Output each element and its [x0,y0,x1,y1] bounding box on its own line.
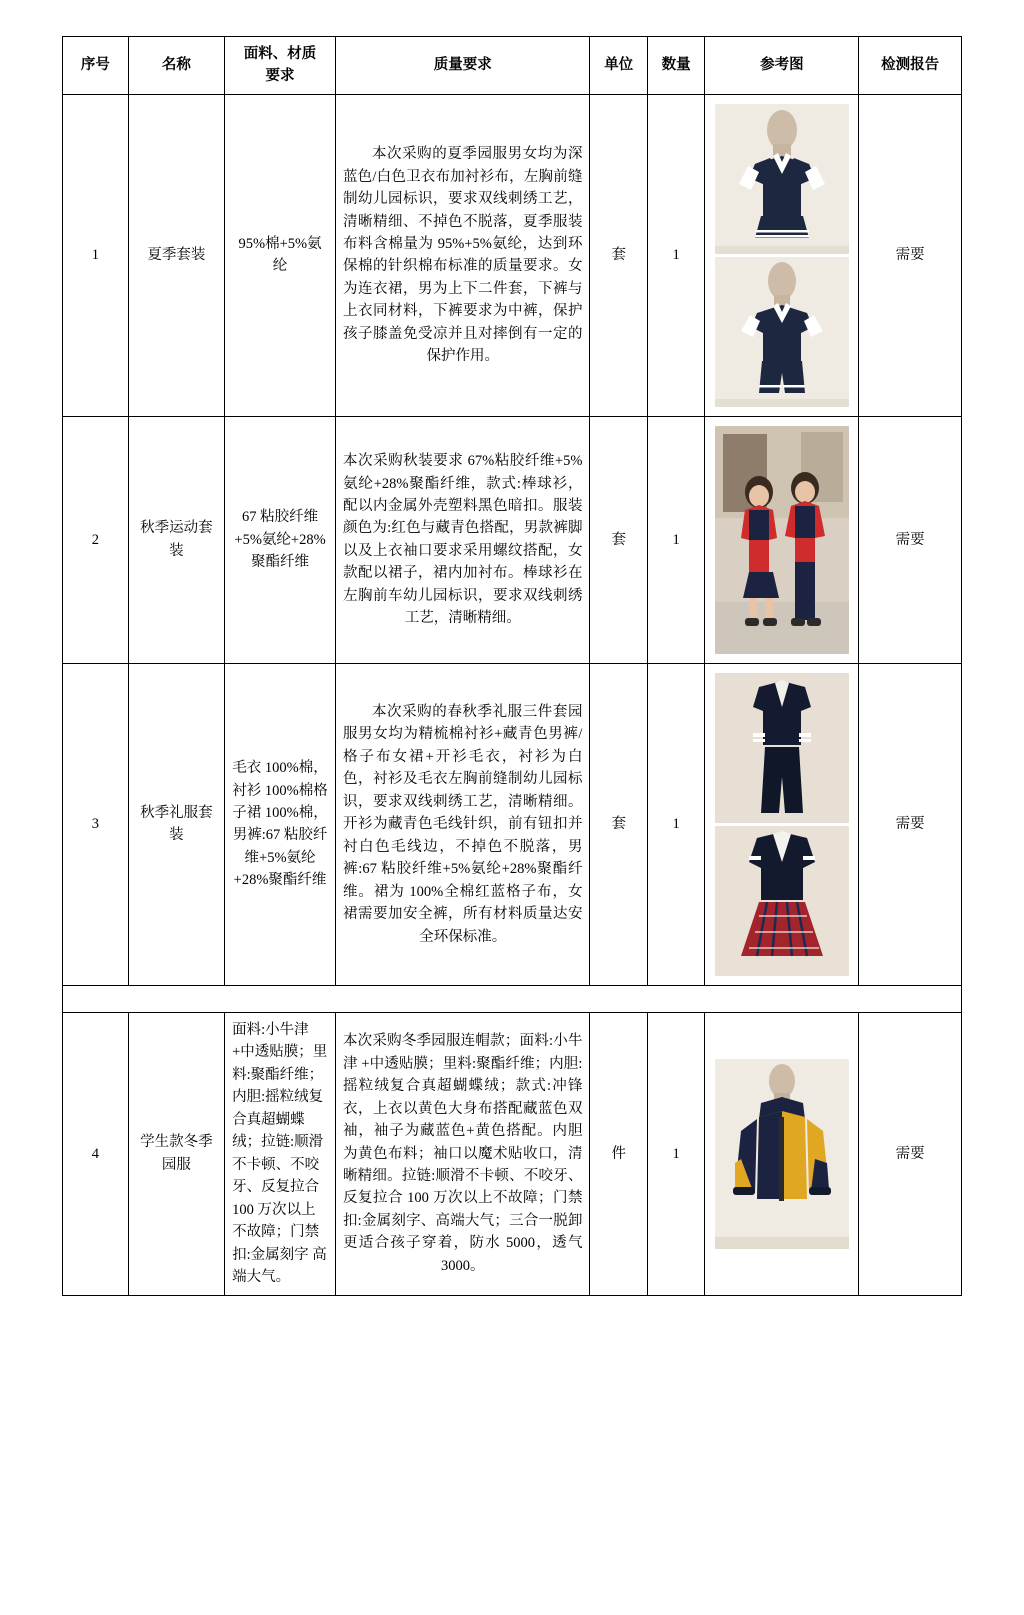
row-qty: 1 [647,94,704,416]
col-header-material-line1: 面料、材质 [243,46,317,62]
winter-jacket-photo [715,1059,849,1249]
col-header-quality: 质量要求 [335,37,590,95]
row-name: 夏季套装 [128,94,224,416]
row-unit: 套 [590,416,647,663]
row-quality: 本次采购的春秋季礼服三件套园服男女均为精梳棉衬衫+藏青色男裤/格子布女裙+开衫毛衣，衬衫为白色，衬衫及毛衣左胸前缝制幼儿园标识，要求双线刺绣工艺，清晰精细。开衫为藏青色毛线针织，前有钮扣并衬白色毛线边，不掉色不脱落，男裤:67 粘胶纤维+5%氨纶+28%聚酯纤维。裙为 100%全棉红蓝格子布，女裙需要加安全裤，所有材料质量达安全环保标准。 [335,663,590,985]
row-quality: 本次采购冬季园服连帽款；面料:小牛津 +中透贴膜；里料:聚酯纤维；内胆:摇粒绒复合真超蝴蝶绒；款式:冲锋衣，上衣以黄色大身布搭配藏蓝色双袖，袖子为藏蓝色+黄色搭配。内胆为黄色布料；袖口以魔术贴收口，清晰精细。拉链:顺滑不卡顿、不咬牙、反复拉合 100 万次以上不故障；门禁扣:金属刻字、高端大气；三合一脱卸更适合孩子穿着，防水 5000，透气 3000。 [335,1012,590,1295]
autumn-sports-kids-photo [715,426,849,654]
row-name: 秋季运动套装 [128,416,224,663]
autumn-formal-skirt-photo [715,826,849,976]
table-header [63,37,962,95]
col-header-report: 检测报告 [859,37,962,95]
table-row [63,416,962,663]
col-header-no: 序号 [63,37,129,95]
row-no: 1 [63,94,129,416]
row-no: 3 [63,663,129,985]
row-quality: 本次采购秋装要求 67%粘胶纤维+5%氨纶+28%聚酯纤维，款式:棒球衫，配以内金属外壳塑料黑色暗扣。服装颜色为:红色与藏青色搭配，男款裤脚以及上衣袖口要求采用螺纹搭配，女款配以裙子，裙内加衬布。棒球衫在左胸前车幼儿园标识，要求双线刺绣工艺，清晰精细。 [335,416,590,663]
col-header-material-line2: 要求 [265,68,295,85]
row-qty: 1 [647,663,704,985]
row-report: 需要 [859,663,962,985]
row-report: 需要 [859,416,962,663]
table-row [63,663,962,985]
table-header-row [63,37,962,95]
autumn-formal-set-photo [715,673,849,823]
table-spacer-row [63,985,962,1012]
col-header-name: 名称 [128,37,224,95]
row-qty: 1 [647,1012,704,1295]
row-reference-images [705,663,859,985]
row-unit: 套 [590,663,647,985]
row-unit: 套 [590,94,647,416]
row-name: 学生款冬季园服 [128,1012,224,1295]
uniform-spec-table [62,36,962,1296]
row-name: 秋季礼服套装 [128,663,224,985]
row-reference-images [705,1012,859,1295]
col-header-qty: 数量 [647,37,704,95]
row-material: 毛衣 100%棉，衬衫 100%棉格子裙 100%棉，男裤:67 粘胶纤维+5%氨纶+28%聚酯纤维 [225,663,336,985]
row-qty: 1 [647,416,704,663]
summer-dress-photo [715,104,849,254]
row-no: 4 [63,1012,129,1295]
row-no: 2 [63,416,129,663]
row-reference-images [705,416,859,663]
row-material: 面料:小牛津 +中透贴膜；里料:聚酯纤维；内胆:摇粒绒复合真超蝴蝶绒；拉链:顺滑不卡顿、不咬牙、反复拉合 100 万次以上不故障；门禁扣:金属刻字 高端大气。 [225,1012,336,1295]
col-header-image: 参考图 [705,37,859,95]
row-report: 需要 [859,1012,962,1295]
summer-boys-set-photo [715,257,849,407]
row-material: 95%棉+5%氨纶 [225,94,336,416]
row-report: 需要 [859,94,962,416]
col-header-unit: 单位 [590,37,647,95]
row-unit: 件 [590,1012,647,1295]
row-material: 67 粘胶纤维+5%氨纶+28%聚酯纤维 [225,416,336,663]
row-quality: 本次采购的夏季园服男女均为深蓝色/白色卫衣布加衬衫布，左胸前缝制幼儿园标识，要求双线刺绣工艺，清晰精细、不掉色不脱落，夏季服装布料含棉量为 95%+5%氨纶，达到环保棉的针织棉布标准的质量要求。女为连衣裙，男为上下二件套，下裤与上衣同材料，下裤要求为中裤，保护孩子膝盖免受凉并且对摔倒有一定的保护作用。 [335,94,590,416]
table-row [63,94,962,416]
table-body [63,94,962,1295]
col-header-material [225,37,336,95]
row-reference-images [705,94,859,416]
table-row [63,1012,962,1295]
